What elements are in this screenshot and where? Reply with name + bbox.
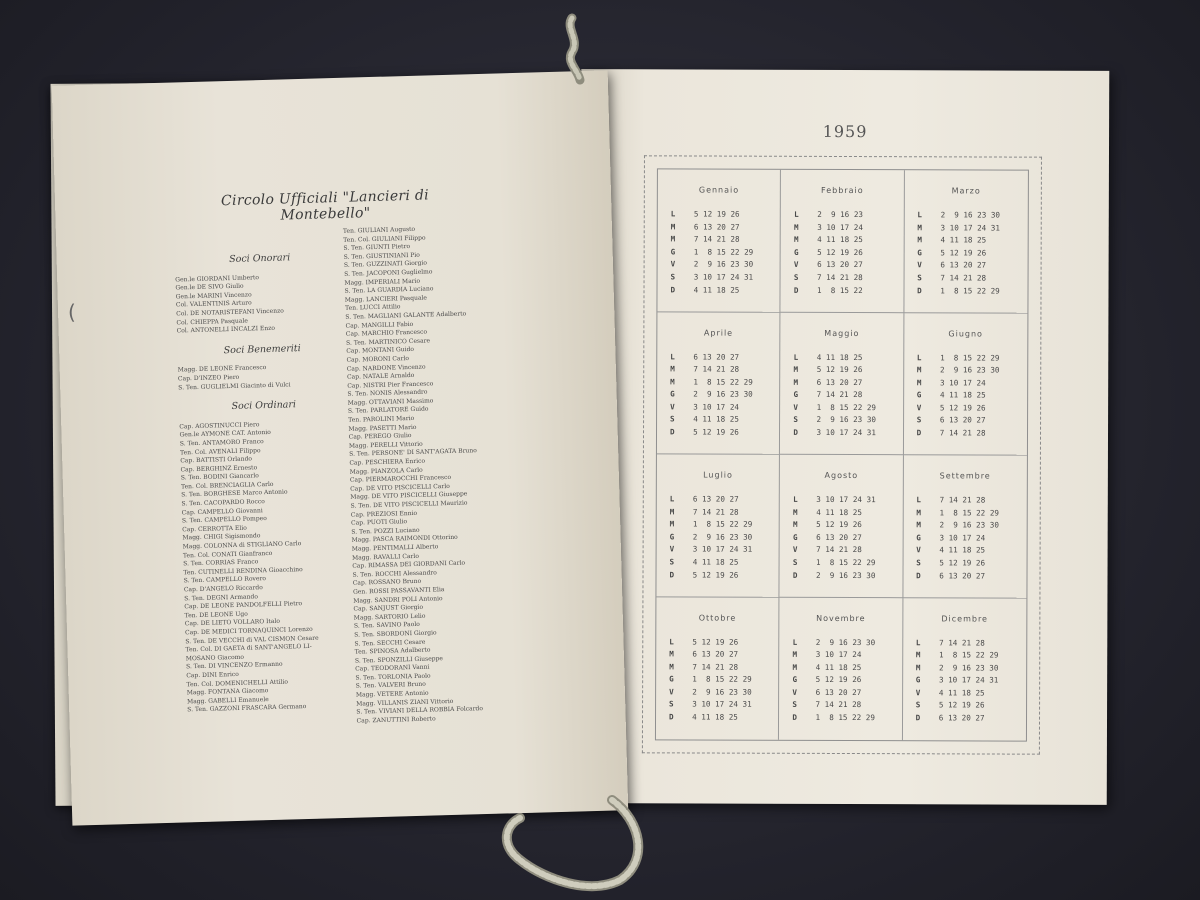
member-name: S. Ten. VIVIANI DELLA ROBBIA Folcardo bbox=[356, 705, 484, 716]
weekday-letter: V bbox=[792, 687, 798, 697]
day-numbers: 7 14 21 28 bbox=[683, 507, 739, 517]
member-name: Cap. DE VITO PISCICELLI Carlo bbox=[350, 482, 450, 493]
day-numbers: 1 8 15 22 29 bbox=[806, 712, 875, 723]
day-numbers: 7 14 21 28 bbox=[807, 272, 863, 283]
weekday-letter: M bbox=[670, 234, 676, 244]
section-heading-benemeriti: Soci Benemeriti bbox=[223, 342, 301, 356]
day-numbers: 6 13 20 27 bbox=[807, 377, 863, 387]
member-name: Magg. PERELLI Vittorio bbox=[348, 440, 423, 450]
weekday-letter: D bbox=[669, 712, 674, 722]
weekday-letter: L bbox=[669, 494, 675, 504]
day-numbers: 7 14 21 28 bbox=[931, 273, 987, 283]
member-name: Cap. BERGHINZ Ernesto bbox=[180, 464, 258, 474]
weekday-letter: S bbox=[670, 414, 675, 424]
member-name: Cap. DE LIETO VOLLARO Italo bbox=[184, 618, 281, 628]
member-name: S. Ten. MAGLIANI GALANTE Adalberto bbox=[345, 310, 467, 321]
day-numbers: 2 9 16 23 30 bbox=[931, 210, 1001, 220]
member-name: Magg. PASCA RAIMONDI Ottorino bbox=[351, 534, 458, 545]
day-numbers: 6 13 20 27 bbox=[807, 260, 863, 270]
day-numbers: 4 11 18 25 bbox=[684, 414, 739, 425]
member-name: Cap. SANJUST Giorgio bbox=[353, 603, 424, 613]
weekday-letter: L bbox=[793, 494, 798, 504]
member-name: Ten. Col. AVENALI Filippo bbox=[179, 446, 261, 456]
day-numbers: 7 14 21 28 bbox=[806, 545, 862, 555]
day-numbers: 5 12 19 26 bbox=[807, 247, 863, 257]
day-numbers: 3 10 17 24 31 bbox=[929, 675, 999, 685]
member-name: S. Ten. CORRIAS Franco bbox=[183, 558, 259, 568]
day-numbers: 5 12 19 26 bbox=[929, 700, 985, 710]
weekday-letter: M bbox=[793, 377, 799, 387]
member-name: Cap. DE LEONE PANDOLFELLI Pietro bbox=[184, 600, 303, 611]
day-numbers: 6 13 20 27 bbox=[931, 260, 987, 270]
day-numbers: 3 10 17 24 bbox=[930, 533, 986, 543]
weekday-letter: V bbox=[916, 545, 921, 555]
weekday-letter: V bbox=[670, 259, 676, 269]
member-name: S. Ten. DEGNI Armando bbox=[184, 592, 258, 603]
weekday-letter: L bbox=[792, 637, 798, 647]
day-numbers: 2 9 16 23 30 bbox=[683, 687, 752, 697]
section-heading-onorari: Soci Onorari bbox=[229, 252, 291, 266]
weekday-letter: L bbox=[793, 352, 799, 362]
day-numbers: 5 12 19 26 bbox=[807, 364, 863, 375]
member-name: Cap. RIMASSA DEI GIORDANI Carlo bbox=[352, 559, 466, 570]
member-name: Magg. CHIGI Sigismondo bbox=[182, 532, 261, 542]
member-name: Ten. CUTINELLI RENDINA Gioacchino bbox=[183, 565, 303, 577]
member-name: Ten. Col. DOMENICHELLI Attilio bbox=[186, 678, 289, 688]
weekday-letter: V bbox=[669, 687, 674, 697]
weekday-letter: V bbox=[670, 402, 675, 412]
weekday-letter: L bbox=[917, 210, 923, 220]
member-name: Col. DE NOTARISTEFANI Vincenzo bbox=[176, 307, 284, 318]
weekday-letter: M bbox=[915, 662, 921, 672]
weekday-letter: G bbox=[917, 248, 922, 258]
member-name: Col. VALENTINIS Arturo bbox=[175, 299, 252, 309]
weekday-letter: G bbox=[916, 390, 922, 400]
month-name: Luglio bbox=[703, 470, 733, 480]
weekday-letter: M bbox=[916, 377, 922, 387]
member-name: S. Ten. POZZI Luciano bbox=[351, 526, 420, 536]
member-name: Magg. IMPERIALI Mario bbox=[344, 277, 421, 287]
day-numbers: 2 9 16 23 30 bbox=[929, 662, 999, 673]
day-numbers: 3 10 17 24 31 bbox=[931, 222, 1000, 233]
member-name: Cap. MORONI Carlo bbox=[346, 354, 410, 364]
weekday-letter: D bbox=[916, 570, 921, 580]
member-name: S. Ten. LA GUARDIA Luciano bbox=[344, 285, 434, 295]
member-name: Ten. SPINOSA Adalberto bbox=[354, 646, 431, 656]
day-numbers: 5 12 19 26 bbox=[683, 636, 739, 647]
weekday-letter: S bbox=[670, 272, 676, 282]
month-name: Giugno bbox=[948, 328, 983, 338]
day-numbers: 7 14 21 28 bbox=[683, 662, 739, 672]
member-name: Magg. SARTORIO Lelio bbox=[353, 612, 426, 622]
member-name: Cap. NISTRI Pier Francesco bbox=[347, 380, 434, 390]
weekday-letter: S bbox=[669, 557, 675, 567]
member-name: Ten. DE LEONE Ugo bbox=[184, 610, 248, 620]
weekday-letter: S bbox=[916, 558, 921, 568]
weekday-letter: V bbox=[793, 260, 799, 270]
weekday-letter: M bbox=[669, 519, 675, 529]
weekday-letter: M bbox=[792, 662, 798, 672]
member-name: S. Ten. MARTINICO Cesare bbox=[345, 337, 431, 347]
weekday-letter: V bbox=[916, 403, 922, 413]
day-numbers: 2 9 16 23 bbox=[808, 209, 863, 220]
member-name: Cap. ROSSANO Bruno bbox=[352, 578, 422, 588]
day-numbers: 2 9 16 23 30 bbox=[930, 365, 1000, 375]
member-name: S. Ten. DI VINCENZO Ermanno bbox=[185, 661, 283, 671]
weekday-letter: G bbox=[669, 674, 674, 684]
member-name: S. Ten. SECCHI Cesare bbox=[354, 638, 426, 648]
day-numbers: 5 12 19 26 bbox=[684, 427, 739, 437]
weekday-letter: G bbox=[916, 533, 921, 543]
day-numbers: 1 8 15 22 29 bbox=[929, 650, 999, 660]
day-numbers: 3 10 17 24 31 bbox=[807, 427, 876, 438]
day-numbers: 2 9 16 23 30 bbox=[683, 532, 753, 542]
day-numbers: 4 11 18 25 bbox=[806, 662, 862, 672]
member-name: Cap. D'INZEO Piero bbox=[177, 373, 240, 383]
member-name: S. Ten. PARLATORE Guido bbox=[347, 405, 429, 416]
member-name: Magg. FONTANA Giacomo bbox=[186, 687, 269, 697]
member-name: Cap. DE MEDICI TORNAQUINCI Lorenzo bbox=[185, 625, 313, 637]
member-name: Magg. VILLANIS ZIANI Vittorio bbox=[356, 697, 454, 708]
member-name: Cap. NATALE Arnaldo bbox=[346, 371, 415, 381]
month-name: Marzo bbox=[951, 186, 981, 196]
member-name: Cap. MANGILLI Fabio bbox=[345, 320, 414, 330]
member-name: Ten. Col. CONATI Gianfranco bbox=[182, 549, 273, 560]
day-numbers: 3 10 17 24 bbox=[806, 649, 862, 660]
weekday-letter: V bbox=[792, 545, 798, 555]
day-numbers: 1 8 15 22 29 bbox=[683, 519, 753, 529]
weekday-letter: L bbox=[794, 209, 799, 219]
member-name: Col. CHIEPPA Pasquale bbox=[176, 317, 248, 327]
day-numbers: 7 14 21 28 bbox=[930, 495, 986, 505]
member-name: Cap. TEODORANI Vanni bbox=[355, 663, 430, 673]
day-numbers: 4 11 18 25 bbox=[808, 235, 863, 245]
day-numbers: 6 13 20 27 bbox=[929, 713, 985, 723]
member-name: Cap. PIERMAROCCHI Francesco bbox=[349, 474, 452, 484]
member-name: Magg. DE VITO PISCICELLI Giuseppe bbox=[350, 490, 468, 502]
member-name: Cap. MONTANI Guido bbox=[346, 346, 415, 356]
weekday-letter: G bbox=[792, 532, 798, 542]
day-numbers: 1 8 15 22 29 bbox=[684, 247, 754, 257]
member-name: S. Ten. GIUSTINIANI Pio bbox=[343, 251, 420, 261]
weekday-letter: D bbox=[793, 427, 798, 437]
member-name: S. Ten. GUGLIELMI Giacinto di Vulci bbox=[178, 380, 291, 392]
member-name: S. Ten. ANTAMORO Franco bbox=[179, 438, 264, 448]
member-name: Cap. PEREGO Giulio bbox=[348, 432, 412, 442]
day-numbers: 4 11 18 25 bbox=[930, 390, 986, 400]
member-name: Gen.le DE SIVO Giulio bbox=[175, 282, 244, 292]
day-numbers: 2 9 16 23 30 bbox=[684, 389, 753, 399]
day-numbers: 4 11 18 25 bbox=[683, 557, 739, 567]
day-numbers: 6 13 20 27 bbox=[806, 532, 862, 542]
weekday-letter: M bbox=[793, 364, 799, 374]
weekday-letter: M bbox=[792, 649, 798, 659]
weekday-letter: D bbox=[915, 713, 921, 723]
member-name: S. Ten. GAZZONI FRASCARA Germano bbox=[187, 703, 307, 714]
calendar-year: 1959 bbox=[822, 121, 868, 142]
day-numbers: 3 10 17 24 31 bbox=[807, 494, 876, 505]
day-numbers: 7 14 21 28 bbox=[929, 637, 985, 647]
day-numbers: 5 12 19 26 bbox=[930, 403, 986, 413]
member-name: Magg. GABELLI Emanuele bbox=[186, 695, 269, 706]
member-name: Magg. OTTAVIANI Massimo bbox=[347, 397, 434, 407]
member-name: Magg. COLONNA di STIGLIANO Carlo bbox=[182, 540, 302, 551]
day-numbers: 4 11 18 25 bbox=[929, 688, 985, 698]
weekday-letter: D bbox=[669, 569, 675, 579]
member-name: Gen. ROSSI PASSAVANTI Elia bbox=[352, 586, 445, 596]
member-name: Cap. NARDONE Vincenzo bbox=[346, 363, 426, 373]
day-numbers: 6 13 20 27 bbox=[684, 222, 740, 232]
day-numbers: 1 8 15 22 29 bbox=[930, 352, 1000, 363]
day-numbers: 4 11 18 25 bbox=[931, 235, 987, 245]
member-name: S. Ten. CAMPELLO Rovero bbox=[183, 575, 267, 585]
member-name: Magg. VETERE Antonio bbox=[355, 689, 429, 699]
weekday-letter: V bbox=[669, 544, 675, 554]
weekday-letter: D bbox=[670, 427, 675, 437]
weekday-letter: G bbox=[669, 532, 675, 542]
member-name: S. Ten. DE VECCHI di VAL CISMON Cesare bbox=[185, 634, 319, 645]
weekday-letter: S bbox=[916, 415, 922, 425]
member-name: S. Ten. BODINI Giancarlo bbox=[180, 472, 259, 482]
member-name: Cap. BATTISTI Orlando bbox=[180, 455, 253, 465]
day-numbers: 4 11 18 25 bbox=[684, 285, 740, 295]
weekday-letter: G bbox=[670, 247, 676, 257]
member-name: Gen.le MARINI Vincenzo bbox=[175, 291, 252, 301]
day-numbers: 7 14 21 28 bbox=[807, 390, 863, 400]
member-name: S. Ten. CAMPELLO Pompeo bbox=[181, 515, 267, 525]
member-name: Cap. ZANUTTINI Roberto bbox=[356, 715, 436, 725]
member-name: Cap. CERROTTA Elio bbox=[182, 524, 247, 534]
day-numbers: 2 9 16 23 30 bbox=[930, 520, 999, 530]
member-name: S. Ten. VALVERI Bruno bbox=[355, 681, 426, 691]
weekday-letter: M bbox=[917, 222, 922, 232]
day-numbers: 4 11 18 25 bbox=[683, 712, 738, 722]
member-name: S. Ten. TORLONIA Paolo bbox=[355, 672, 431, 682]
member-name: Magg. PASETTI Mario bbox=[348, 423, 417, 433]
member-name: Cap. DINI Enrico bbox=[186, 670, 239, 680]
month-name: Dicembre bbox=[941, 613, 989, 624]
day-numbers: 1 8 15 22 29 bbox=[931, 285, 1000, 296]
day-numbers: 3 10 17 24 bbox=[808, 222, 863, 232]
section-heading-ordinari: Soci Ordinari bbox=[231, 399, 297, 413]
weekday-letter: L bbox=[915, 637, 921, 647]
weekday-letter: M bbox=[670, 377, 675, 387]
weekday-letter: G bbox=[915, 675, 921, 685]
day-numbers: 4 11 18 25 bbox=[807, 507, 862, 517]
day-numbers: 3 10 17 24 31 bbox=[684, 272, 754, 282]
day-numbers: 5 12 19 26 bbox=[930, 558, 986, 568]
weekday-letter: M bbox=[669, 649, 674, 659]
weekday-letter: G bbox=[670, 389, 675, 399]
pen-scribble-icon: ( bbox=[68, 300, 76, 324]
day-numbers: 1 8 15 22 29 bbox=[684, 377, 753, 387]
day-numbers: 6 13 20 27 bbox=[684, 351, 740, 362]
weekday-letter: S bbox=[792, 700, 797, 710]
month-name: Novembre bbox=[816, 613, 866, 623]
month-name: Ottobre bbox=[698, 612, 737, 623]
day-numbers: 7 14 21 28 bbox=[806, 700, 862, 710]
day-numbers: 6 13 20 27 bbox=[930, 415, 986, 425]
weekday-letter: D bbox=[792, 712, 797, 722]
member-name: S. Ten. CACOPARDO Rocco bbox=[181, 498, 265, 508]
day-numbers: 4 11 18 25 bbox=[807, 352, 863, 362]
weekday-letter: S bbox=[793, 415, 798, 425]
day-numbers: 7 14 21 28 bbox=[684, 234, 740, 244]
member-name: Ten. Col. GIULIANI Filippo bbox=[343, 234, 426, 244]
weekday-letter: V bbox=[915, 688, 921, 698]
member-name: S. Ten. SBORDONI Giorgio bbox=[354, 629, 437, 639]
weekday-letter: M bbox=[793, 507, 798, 517]
weekday-letter: M bbox=[916, 365, 922, 375]
weekday-letter: D bbox=[793, 285, 799, 295]
member-name: Magg. RAVALLI Carlo bbox=[351, 552, 419, 562]
day-numbers: 6 13 20 27 bbox=[806, 687, 862, 697]
weekday-letter: M bbox=[669, 506, 675, 517]
day-numbers: 4 11 18 25 bbox=[930, 545, 986, 555]
day-numbers: 6 13 20 27 bbox=[930, 570, 986, 581]
day-numbers: 5 12 19 26 bbox=[807, 520, 862, 530]
day-numbers: 7 14 21 28 bbox=[684, 364, 740, 374]
member-name: Magg. DE LEONE Francesco bbox=[177, 364, 267, 374]
weekday-letter: D bbox=[670, 284, 676, 294]
day-numbers: 1 8 15 22 29 bbox=[807, 402, 877, 412]
member-name: Magg. SANDRI POLI Antonio bbox=[353, 594, 443, 605]
weekday-letter: S bbox=[917, 273, 922, 283]
weekday-letter: M bbox=[915, 650, 921, 660]
member-name: S. Ten. PERSONE' DI SANT'AGATA Bruno bbox=[349, 447, 477, 459]
day-numbers: 6 13 20 27 bbox=[683, 649, 739, 659]
member-name: Ten. Col. DI GAETA di SANT'ANGELO LI- bbox=[185, 643, 312, 654]
weekday-letter: M bbox=[794, 222, 799, 232]
weekday-letter: M bbox=[670, 221, 676, 232]
day-numbers: 3 10 17 24 31 bbox=[683, 544, 753, 555]
day-numbers: 1 8 15 22 29 bbox=[930, 507, 999, 518]
weekday-letter: V bbox=[917, 260, 922, 270]
weekday-letter: M bbox=[669, 662, 674, 672]
club-title: Circolo Ufficiali "Lancieri di Montebello" bbox=[220, 187, 430, 224]
member-name: Ten. GIULIANI Augusto bbox=[342, 225, 416, 235]
member-name: S. Ten. SAVINO Paolo bbox=[353, 621, 420, 630]
weekday-letter: M bbox=[916, 507, 921, 517]
weekday-letter: S bbox=[915, 700, 921, 710]
day-numbers: 1 8 15 22 29 bbox=[683, 674, 752, 684]
member-name: Col. ANTONELLI INCALZI Enzo bbox=[176, 324, 276, 335]
member-name: Ten. LUCCI Attilio bbox=[345, 303, 401, 313]
weekday-letter: D bbox=[792, 570, 798, 580]
day-numbers: 2 9 16 23 30 bbox=[806, 637, 876, 647]
weekday-letter: M bbox=[794, 235, 799, 245]
month-name: Gennaio bbox=[698, 185, 740, 195]
weekday-letter: M bbox=[670, 364, 675, 374]
month-name: Aprile bbox=[703, 328, 734, 338]
member-name: Gen.le GIORDANI Umberto bbox=[175, 273, 260, 284]
member-name: Ten. PAROLINI Mario bbox=[348, 414, 415, 424]
member-name: Cap. CAMPELLO Giovanni bbox=[181, 506, 263, 517]
member-name: S. Ten. BORGHESE Marco Antonio bbox=[181, 488, 288, 499]
member-name: Cap. PREZIOSI Ennio bbox=[350, 509, 418, 519]
day-numbers: 1 8 15 22 bbox=[807, 285, 863, 295]
member-name: Magg. PIANZOLA Carlo bbox=[349, 466, 423, 476]
member-name: Cap. AGOSTINUCCI Piero bbox=[179, 420, 260, 431]
weekday-letter: S bbox=[792, 557, 798, 567]
day-numbers: 6 13 20 27 bbox=[683, 494, 739, 504]
day-numbers: 5 12 19 26 bbox=[683, 570, 739, 580]
day-numbers: 3 10 17 24 bbox=[684, 402, 739, 412]
member-name: S. Ten. ROCCHI Alessandro bbox=[352, 569, 437, 579]
day-numbers: 5 12 19 26 bbox=[684, 209, 740, 219]
member-name: Cap. PESCHIERA Enrico bbox=[349, 457, 426, 467]
member-name: Ten. Col. BRENCIAGLIA Carlo bbox=[180, 480, 274, 491]
weekday-letter: G bbox=[793, 247, 799, 257]
month-name: Febbraio bbox=[821, 185, 864, 196]
day-numbers: 5 12 19 26 bbox=[806, 675, 862, 685]
day-numbers: 2 9 16 23 30 bbox=[684, 259, 754, 270]
member-name: Gen.le AYMONE CAT. Antonio bbox=[179, 429, 271, 439]
weekday-letter: D bbox=[917, 285, 922, 295]
weekday-letter: G bbox=[792, 675, 798, 685]
month-name: Settembre bbox=[939, 471, 991, 481]
weekday-letter: S bbox=[793, 272, 799, 282]
day-numbers: 7 14 21 28 bbox=[930, 428, 986, 438]
weekday-letter: S bbox=[669, 699, 674, 709]
member-name: Cap. MARCHIO Francesco bbox=[345, 328, 428, 338]
member-name: S. Ten. GUZZINATI Giorgio bbox=[343, 259, 428, 270]
weekday-letter: L bbox=[670, 209, 676, 219]
day-numbers: 2 9 16 23 30 bbox=[807, 415, 876, 425]
weekday-letter: L bbox=[916, 495, 922, 505]
month-name: Agosto bbox=[824, 470, 859, 481]
weekday-letter: V bbox=[793, 402, 799, 412]
day-numbers: 5 12 19 26 bbox=[931, 248, 987, 258]
member-name: S. Ten. JACOPONI Guglielmo bbox=[344, 268, 433, 278]
weekday-letter: D bbox=[916, 428, 922, 438]
day-numbers: 3 10 17 24 31 bbox=[683, 699, 752, 710]
member-name: S. Ten. DE VITO PISCICELLI Maurizio bbox=[350, 499, 468, 510]
weekday-letter: M bbox=[793, 520, 798, 530]
member-name: Cap. D'ANGELO Riccardo bbox=[183, 584, 263, 594]
weekday-letter: M bbox=[917, 235, 922, 245]
weekday-letter: L bbox=[670, 351, 675, 361]
member-name: MOSANO Giacomo bbox=[185, 653, 245, 663]
day-numbers: 3 10 17 24 bbox=[930, 377, 986, 388]
member-name: S. Ten. SPONZILLI Giuseppe bbox=[354, 654, 444, 665]
member-name: Cap. PUOTI Giulio bbox=[351, 518, 408, 527]
member-name: S. Ten. NONIS Alessandro bbox=[347, 388, 428, 399]
member-name: Magg. LANCIERI Pasquale bbox=[344, 294, 428, 304]
day-numbers: 2 9 16 23 30 bbox=[806, 570, 876, 580]
member-name: Magg. PENTIMALLI Alberto bbox=[351, 543, 439, 553]
weekday-letter: G bbox=[793, 390, 799, 400]
month-name: Maggio bbox=[824, 328, 860, 338]
weekday-letter: L bbox=[669, 636, 674, 646]
member-name: S. Ten. GIUNTI Pietro bbox=[343, 243, 411, 253]
weekday-letter: L bbox=[916, 352, 922, 362]
weekday-letter: M bbox=[916, 520, 921, 530]
day-numbers: 1 8 15 22 29 bbox=[806, 557, 876, 568]
